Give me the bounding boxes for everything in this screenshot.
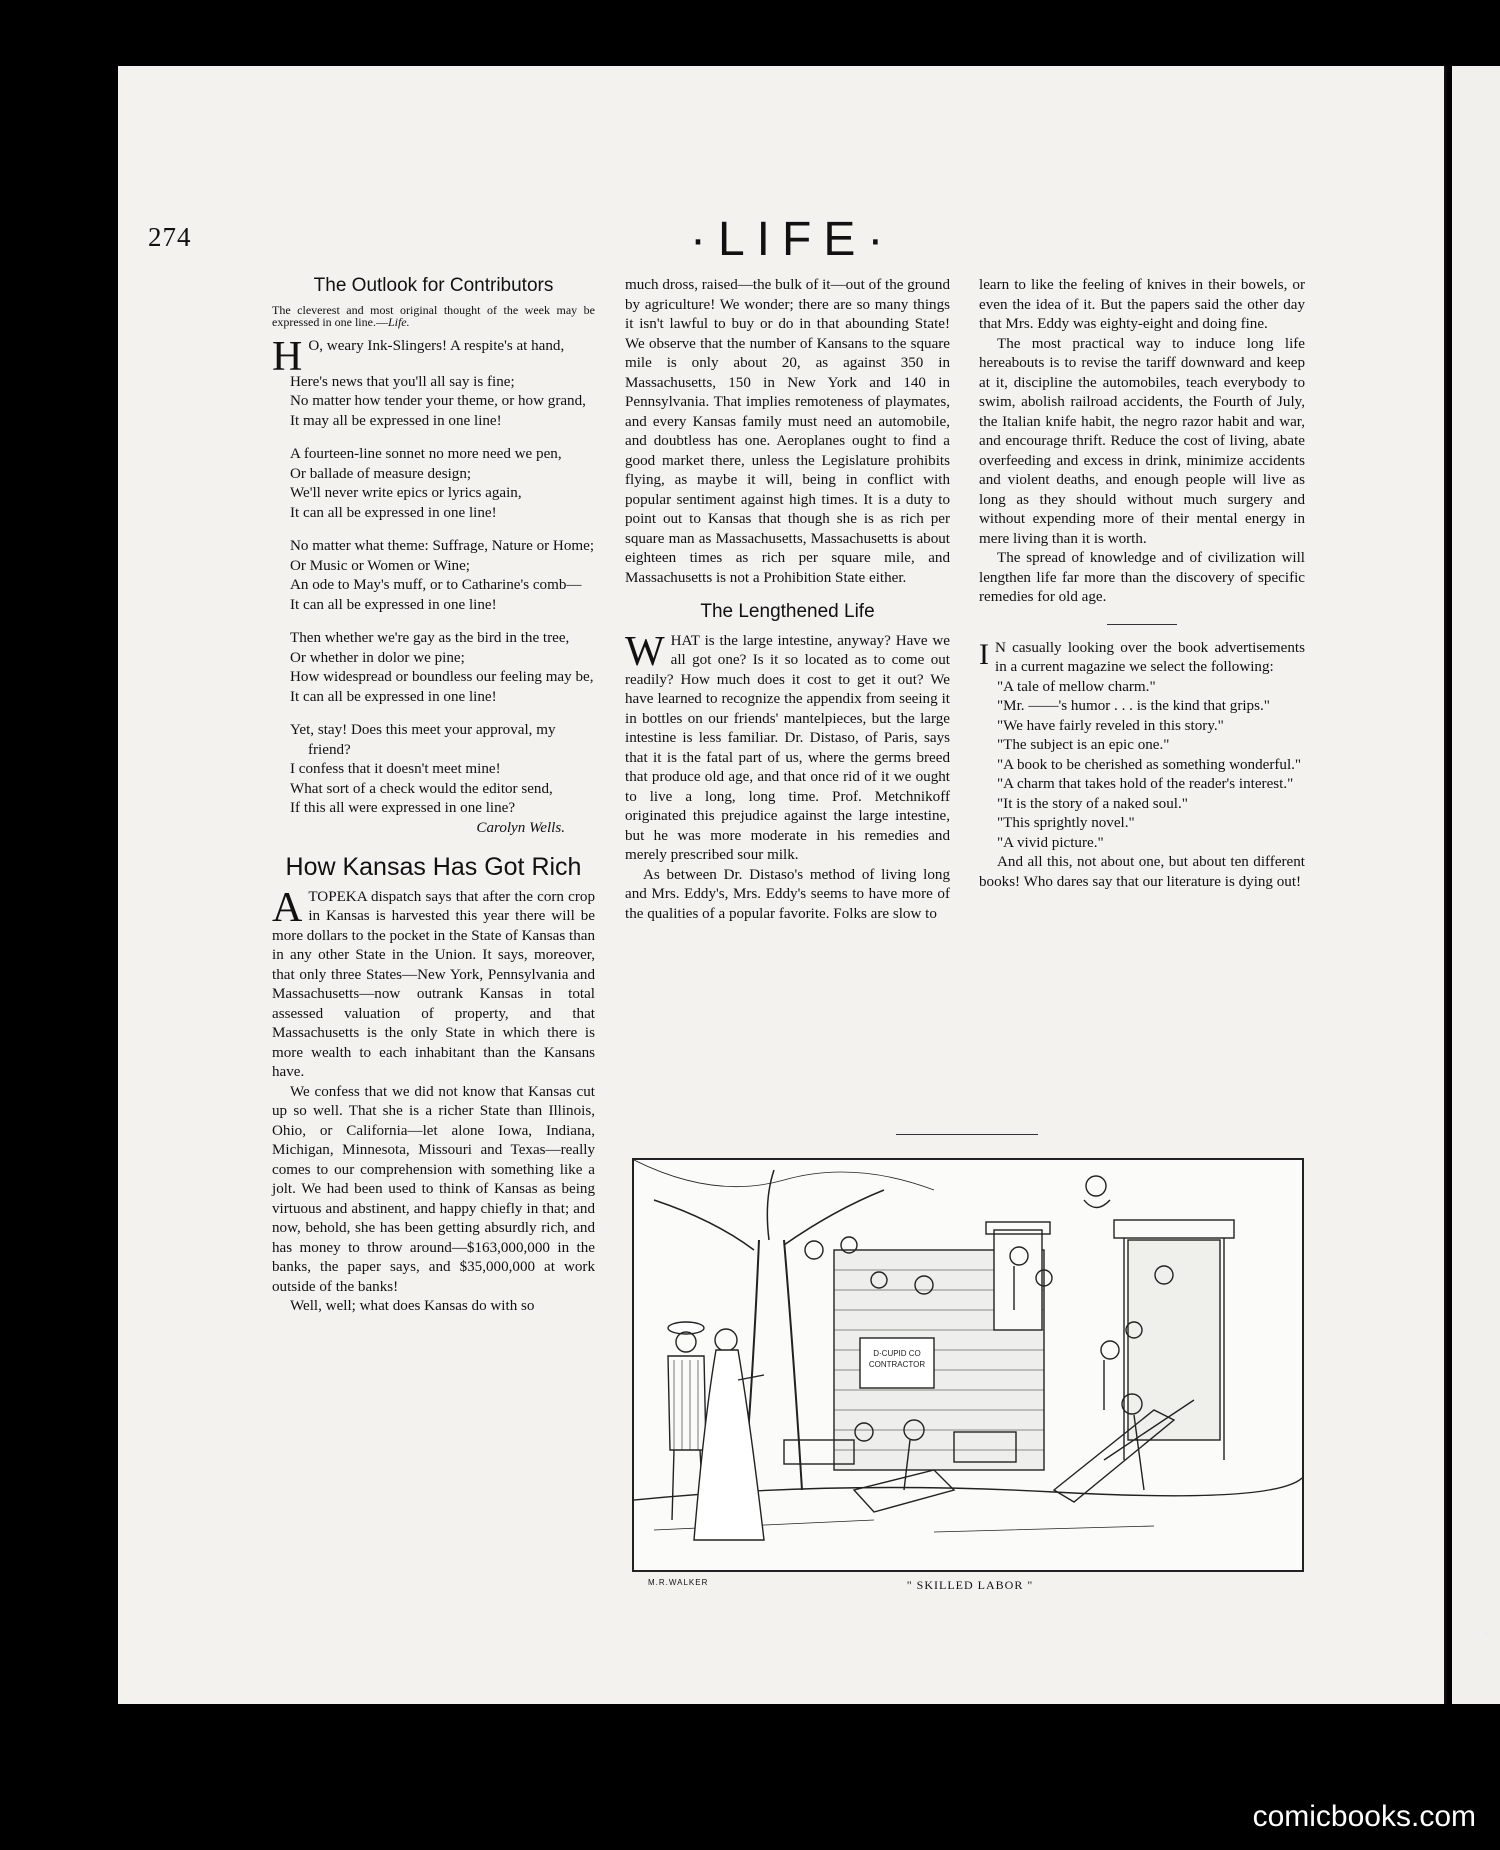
poem-line: It may all be expressed in one line! bbox=[290, 412, 502, 429]
page-number: 274 bbox=[148, 222, 192, 252]
book-quote: "A book to be cherished as something wonderful." bbox=[997, 756, 1302, 773]
poem-line: No matter what theme: Suffrage, Nature or Home; bbox=[290, 538, 595, 554]
poem-line: It can all be expressed in one line! bbox=[290, 504, 497, 521]
paragraph-text: HAT is the large intestine, anyway? Have we all got one? Is it so located as to come out readily? How much does it cost to get it out? We have learned to recognize the appendix from seeing it in bottles on our friends' mantelpieces, but the large intestine is less familiar. Dr. Distaso, of Paris, says that it is the fatal part of us, where the germs breed that produce old age, and that once rid of it we ought to live a long, long time. Prof. Metchnikoff originated this prejudice against the large intestine, but he was more moderate in his remedies and merely prescribed sour milk. bbox=[625, 632, 950, 863]
facing-page-speck bbox=[1466, 1630, 1470, 1634]
book-quote: "A vivid picture." bbox=[997, 834, 1104, 851]
poem-line: How widespread or boundless our feeling may be, bbox=[290, 669, 594, 685]
poem-line: Yet, stay! Does this meet your approval, my friend? bbox=[290, 722, 556, 758]
poem-line: A fourteen-line sonnet no more need we pen, bbox=[290, 446, 562, 462]
book-quote: "A charm that takes hold of the reader's interest." bbox=[997, 776, 1294, 792]
paragraph bbox=[979, 639, 1305, 678]
column-1 bbox=[272, 276, 595, 1317]
site-watermark: comicbooks.com bbox=[1252, 1800, 1476, 1833]
section-divider bbox=[1107, 624, 1177, 625]
drop-cap: A bbox=[272, 884, 303, 931]
poem-line: If this all were expressed in one line? bbox=[290, 800, 516, 816]
paragraph: much dross, raised—the bulk of it—out of the ground by agriculture! We wonder; there are so many things it isn't lawful to buy or do in that abounding State! We observe that the number of Kansans to the square mile is only about 20, as against 350 in Massachusetts, 150 in New York and 140 in Pennsylvania. That implies remoteness of playmates, and every Kansas family must need an automobile, and doubtless has one. Aeroplanes ought to find a good market there, unless the Legislature prohibits flying, as maybe it will, being in conflict with popular sentiment against high times. It is a duty to point out to Kansas that though she is as rich per square man as Massachusetts, Massachusetts is about eighteen times as rich per square mile, and Massachusetts is not a Prohibition State either. bbox=[625, 277, 950, 586]
paragraph: learn to like the feeling of knives in their bowels, or even the idea of it. But the papers said the other day that Mrs. Eddy was eighty-eight and doing fine. bbox=[979, 277, 1305, 332]
epigraph bbox=[272, 304, 595, 329]
poem-line: Here's news that you'll all say is fine; bbox=[290, 373, 515, 390]
poem-line: Or ballade of measure design; bbox=[290, 465, 472, 482]
paragraph: And all this, not about one, but about ten different books! Who dares say that our literature is dying out! bbox=[979, 854, 1305, 890]
cartoon-drawing bbox=[634, 1160, 1302, 1570]
paragraph-text: N casually looking over the book advertisements in a current magazine we select the following: bbox=[995, 639, 1305, 675]
artist-signature: M.R.WALKER bbox=[648, 1578, 709, 1587]
poem-stanza bbox=[272, 537, 595, 615]
illustration-caption: " SKILLED LABOR " bbox=[906, 1578, 1034, 1592]
facing-page-speck bbox=[1484, 1632, 1488, 1636]
book-quote: "The subject is an epic one." bbox=[997, 737, 1170, 753]
poem-line: Then whether we're gay as the bird in the tree, bbox=[290, 630, 570, 646]
illustration-skilled-labor bbox=[632, 1158, 1304, 1572]
poem-line: I confess that it doesn't meet mine! bbox=[290, 761, 501, 777]
paragraph: As between Dr. Distaso's method of living long and Mrs. Eddy's, Mrs. Eddy's seems to have more of the qualities of a popular favorite. Folks are slow to bbox=[625, 866, 950, 922]
poem-line: We'll never write epics or lyrics again, bbox=[290, 485, 522, 501]
drop-cap: H bbox=[272, 333, 303, 380]
book-quote: "We have fairly reveled in this story." bbox=[997, 717, 1224, 734]
paragraph bbox=[272, 884, 595, 1083]
poem-stanza bbox=[272, 333, 595, 432]
book-quote: "Mr. ——'s humor . . . is the kind that grips." bbox=[997, 698, 1270, 714]
cupid-sign-line1: D·CUPID CO bbox=[873, 1349, 921, 1358]
paragraph: We confess that we did not know that Kansas cut up so well. That she is a richer State than Illinois, Ohio, or California—let alone Iowa, Indiana, Michigan, Minnesota, Missouri and Texas—really comes to our comprehension with something like a jolt. We had been used to think of Kansas as being virtuous and abstinent, and happy chiefly in that; and now, behold, she has been getting absurdly rich, and has money to throw around—$163,000,000 in the banks, the paper says, and $35,000,000 at work outside of the banks! bbox=[272, 1083, 595, 1295]
poem-line: It can all be expressed in one line! bbox=[290, 688, 497, 705]
facing-page-edge bbox=[1452, 66, 1500, 1704]
paragraph: The spread of knowledge and of civilization will lengthen life far more than the discovery of specific remedies for old age. bbox=[979, 550, 1305, 605]
poem-stanza bbox=[272, 721, 595, 819]
column-2 bbox=[625, 276, 950, 924]
column-3 bbox=[979, 276, 1305, 892]
epigraph-source: Life. bbox=[387, 315, 410, 329]
cupid-sign-line2: CONTRACTOR bbox=[868, 1360, 926, 1369]
poem-line: O, weary Ink-Slingers! A respite's at hand, bbox=[308, 337, 565, 354]
poem-line: Or whether in dolor we pine; bbox=[290, 649, 465, 666]
masthead-title: ·LIFE· bbox=[690, 213, 896, 266]
poem-stanza bbox=[272, 629, 595, 707]
book-quote: "A tale of mellow charm." bbox=[997, 678, 1156, 695]
drop-cap: I bbox=[979, 637, 989, 671]
paragraph bbox=[625, 628, 950, 866]
paragraph: Well, well; what does Kansas do with so bbox=[290, 1298, 535, 1314]
poem-line: Or Music or Women or Wine; bbox=[290, 557, 470, 574]
drop-cap: W bbox=[625, 628, 665, 675]
illustration-divider bbox=[896, 1134, 1038, 1135]
paragraph: The most practical way to induce long life hereabouts is to revise the tariff downward and keep at it, discipline the automobiles, teach everybody to swim, abolish railroad accidents, the Fourth of July, the Italian knife habit, the negro razor habit and war, and encourage thrift. Reduce the cost of living, abate overfeeding and excess in drink, minimize accidents and violent deaths, and enough people will live as long as they should without much surgery and without expending more of their mental energy in mere living than it is worth. bbox=[979, 335, 1305, 547]
article-title-outlook: The Outlook for Contributors bbox=[313, 275, 554, 296]
article-title-lengthened-life: The Lengthened Life bbox=[700, 601, 875, 622]
poem-line: What sort of a check would the editor send, bbox=[290, 780, 553, 797]
epigraph-text: The cleverest and most original thought of the week may be expressed in one line.— bbox=[272, 302, 595, 329]
poem-line: An ode to May's muff, or to Catharine's comb— bbox=[290, 577, 582, 593]
poem-stanza bbox=[272, 445, 595, 523]
book-quote: "It is the story of a naked soul." bbox=[997, 795, 1188, 812]
article-title-kansas: How Kansas Has Got Rich bbox=[285, 853, 582, 881]
paragraph-text: TOPEKA dispatch says that after the corn crop in Kansas is harvested this year there will be more dollars to the pocket in the State of Kansas than in any other State in the Union. It says, moreover, that only three States—New York, Pennsylvania and Massachusetts—now outrank Kansas in total assessed valuation of property, and that Massachusetts is the only State in which there is more wealth to each inhabitant than the Kansans have. bbox=[272, 888, 595, 1080]
poem-line: It can all be expressed in one line! bbox=[290, 596, 497, 613]
book-quote: "This sprightly novel." bbox=[997, 815, 1135, 831]
poem-line: No matter how tender your theme, or how grand, bbox=[290, 393, 586, 409]
poem-signature: Carolyn Wells. bbox=[476, 819, 565, 836]
